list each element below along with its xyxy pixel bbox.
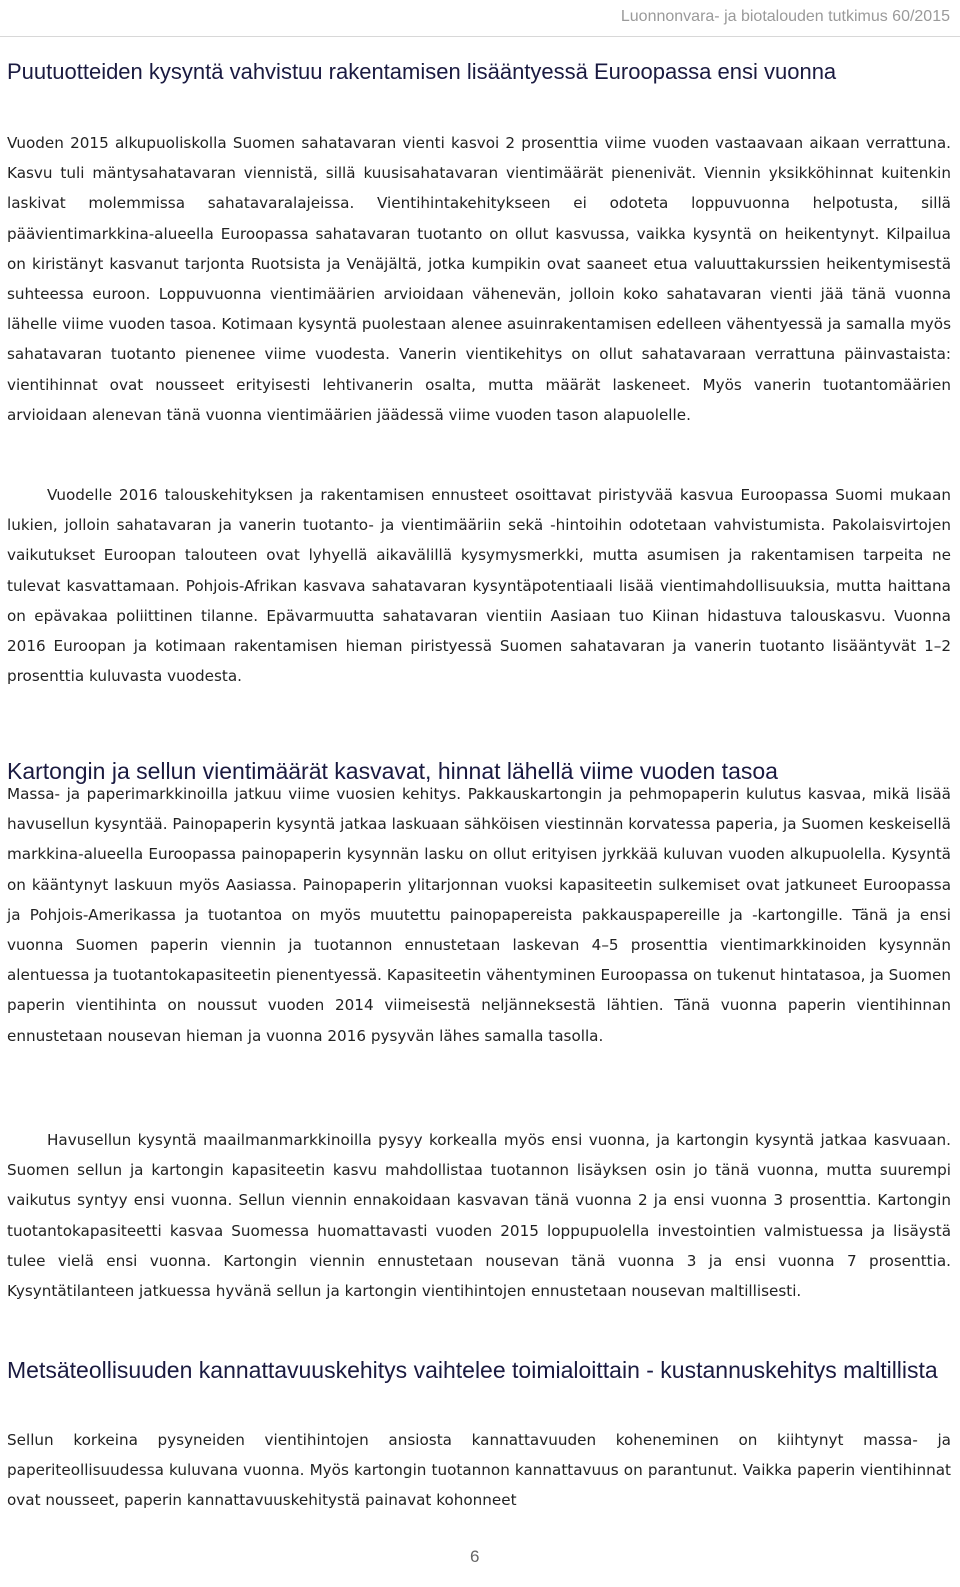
section-heading-wood-products: Puutuotteiden kysyntä vahvistuu rakentamisen lisääntyessä Euroopassa ensi vuonna bbox=[7, 59, 837, 84]
paragraph-2016-outlook: Vuodelle 2016 talouskehityksen ja rakentamisen ennusteet osoittavat piristyvää kasvua Euroopassa Suomi mukaan lukien, jolloin sahatavaran ja vanerin tuotanto- ja vientimääriin sekä -hintoihin odotetaan vahvistumista. Pakolaisvirtojen vaikutukset Euroopan talouteen ovat lyhyellä aikavälillä kysymysmerkki, mutta asumisen ja rakentamisen tarpeita ne tulevat kasvattamaan. Pohjois-Afrikan kasvava sahatavaran kysyntäpotentiaali lisää vientimahdollisuuksia, mutta haittana on epävakaa poliittinen tilanne. Epävarmuutta sahatavaran vientiin Aasiaan tuo Kiinan hidastuva talouskasvu. Vuonna 2016 Euroopan ja kotimaan rakentamisen hieman piristyessä Suomen sahatavaran ja vanerin tuotanto lisääntyvät 1–2 prosenttia kuluvasta vuodesta. bbox=[7, 486, 951, 686]
section-heading-profitability: Metsäteollisuuden kannattavuuskehitys vaihtelee toimialoittain - kustannuskehitys maltillista bbox=[7, 1357, 938, 1383]
paragraph-paper-markets: Massa- ja paperimarkkinoilla jatkuu viime vuosien kehitys. Pakkauskartongin ja pehmopaperin kulutus kasvaa, mikä lisää havusellun kysyntää. Painopaperin kysyntä jatkaa laskuaan sähköisen viestinnän korvatessa paperia, ja Suomen keskeisellä markkina-alueella Euroopassa painopaperin kysynnän lasku on ollut erityisen jyrkkää kuluvan vuoden alkupuolella. Kysyntä on kääntynyt laskuun myös Aasiassa. Painopaperin ylitarjonnan vuoksi kapasiteetin sulkemiset ovat jatkuneet Euroopassa ja Pohjois-Amerikassa ja tuotantoa on myös muutettu painopapereista pakkauspapereille ja -kartongille. Tänä ja ensi vuonna Suomen paperin viennin ja tuotannon ennustetaan laskevan 4–5 prosenttia vientimarkkinoiden kysynnän alentuessa ja tuotantokapasiteetin pienentyessä. Kapasiteetin vähentyminen Euroopassa on tukenut hintatasoa, ja Suomen paperin vientihinta on noussut vuoden 2014 viimeisestä neljänneksestä lähtien. Tänä vuonna paperin vientihinnan ennustetaan nousevan hieman ja vuonna 2016 pysyvän lähes samalla tasolla. bbox=[7, 785, 951, 1045]
section-heading-board-and-pulp: Kartongin ja sellun vientimäärät kasvavat, hinnat lähellä viime vuoden tasoa bbox=[7, 758, 778, 784]
paragraph-sawn-timber-exports: Vuoden 2015 alkupuoliskolla Suomen sahatavaran vienti kasvoi 2 prosenttia viime vuoden vastaavaan aikaan verrattuna. Kasvu tuli mäntysahatavaran viennistä, sillä kuusisahatavaran vientimäärät pienenivät. Viennin yksikköhinnat kuitenkin laskivat molemmissa sahatavaralajeissa. Vientihintakehitykseen ei odoteta loppuvuonna helpotusta, sillä päävientimarkkina-alueella Euroopassa sahatavaran tuotanto on ollut kasvussa, vaikka kysyntä on heikentynyt. Kilpailua on kiristänyt kasvanut tarjonta Ruotsista ja Venäjältä, jotka kumpikin ovat saaneet etua valuuttakurssien heikentymisestä suhteessa euroon. Loppuvuonna vientimäärien arvioidaan vähenevän, jolloin koko sahatavaran vienti jää tänä vuonna lähelle viime vuoden tasoa. Kotimaan kysyntä puolestaan alenee asuinrakentamisen edelleen vähentyessä ja samalla myös sahatavaran tuotanto pienenee viime vuodesta. Vanerin vientikehitys on ollut sahatavaraan verrattuna päinvastaista: vientihinnat ovat nousseet erityisesti lehtivanerin osalta, mutta määrät laskeneet. Myös vanerin tuotantomäärien arvioidaan alenevan tänä vuonna vientimäärien jäädessä viime vuoden tason alapuolelle. bbox=[7, 134, 951, 424]
running-header: Luonnonvara- ja biotalouden tutkimus 60/2015 bbox=[620, 8, 950, 25]
header-divider bbox=[0, 36, 960, 37]
paragraph-pulp-demand: Havusellun kysyntä maailmanmarkkinoilla pysyy korkealla myös ensi vuonna, ja kartongin kysyntä jatkaa kasvuaan. Suomen sellun ja kartongin kapasiteetin kasvu mahdollistaa tuotannon lisäyksen osin jo tänä vuonna, mutta suurempi vaikutus syntyy ensi vuonna. Sellun viennin ennakoidaan kasvavan tänä vuonna 2 ja ensi vuonna 3 prosenttia. Kartongin tuotantokapasiteetti kasvaa Suomessa huomattavasti vuoden 2015 loppupuolella investointien valmistuessa ja lisäystä tulee vielä ensi vuonna. Kartongin viennin ennustetaan nousevan tänä vuonna 3 ja ensi vuonna 7 prosenttia. Kysyntätilanteen jatkuessa hyvänä sellun ja kartongin vientihintojen ennustetaan nousevan maltillisesti. bbox=[7, 1131, 951, 1301]
paragraph-profitability: Sellun korkeina pysyneiden vientihintojen ansiosta kannattavuuden koheneminen on kiihtynyt massa- ja paperiteollisuudessa kuluvana vuonna. Myös kartongin tuotannon kannattavuus on parantunut. Vaikka paperin vientihinnat ovat nousseet, paperin kannattavuuskehitystä painavat kohonneet bbox=[7, 1431, 951, 1510]
page-number: 6 bbox=[470, 1547, 480, 1566]
